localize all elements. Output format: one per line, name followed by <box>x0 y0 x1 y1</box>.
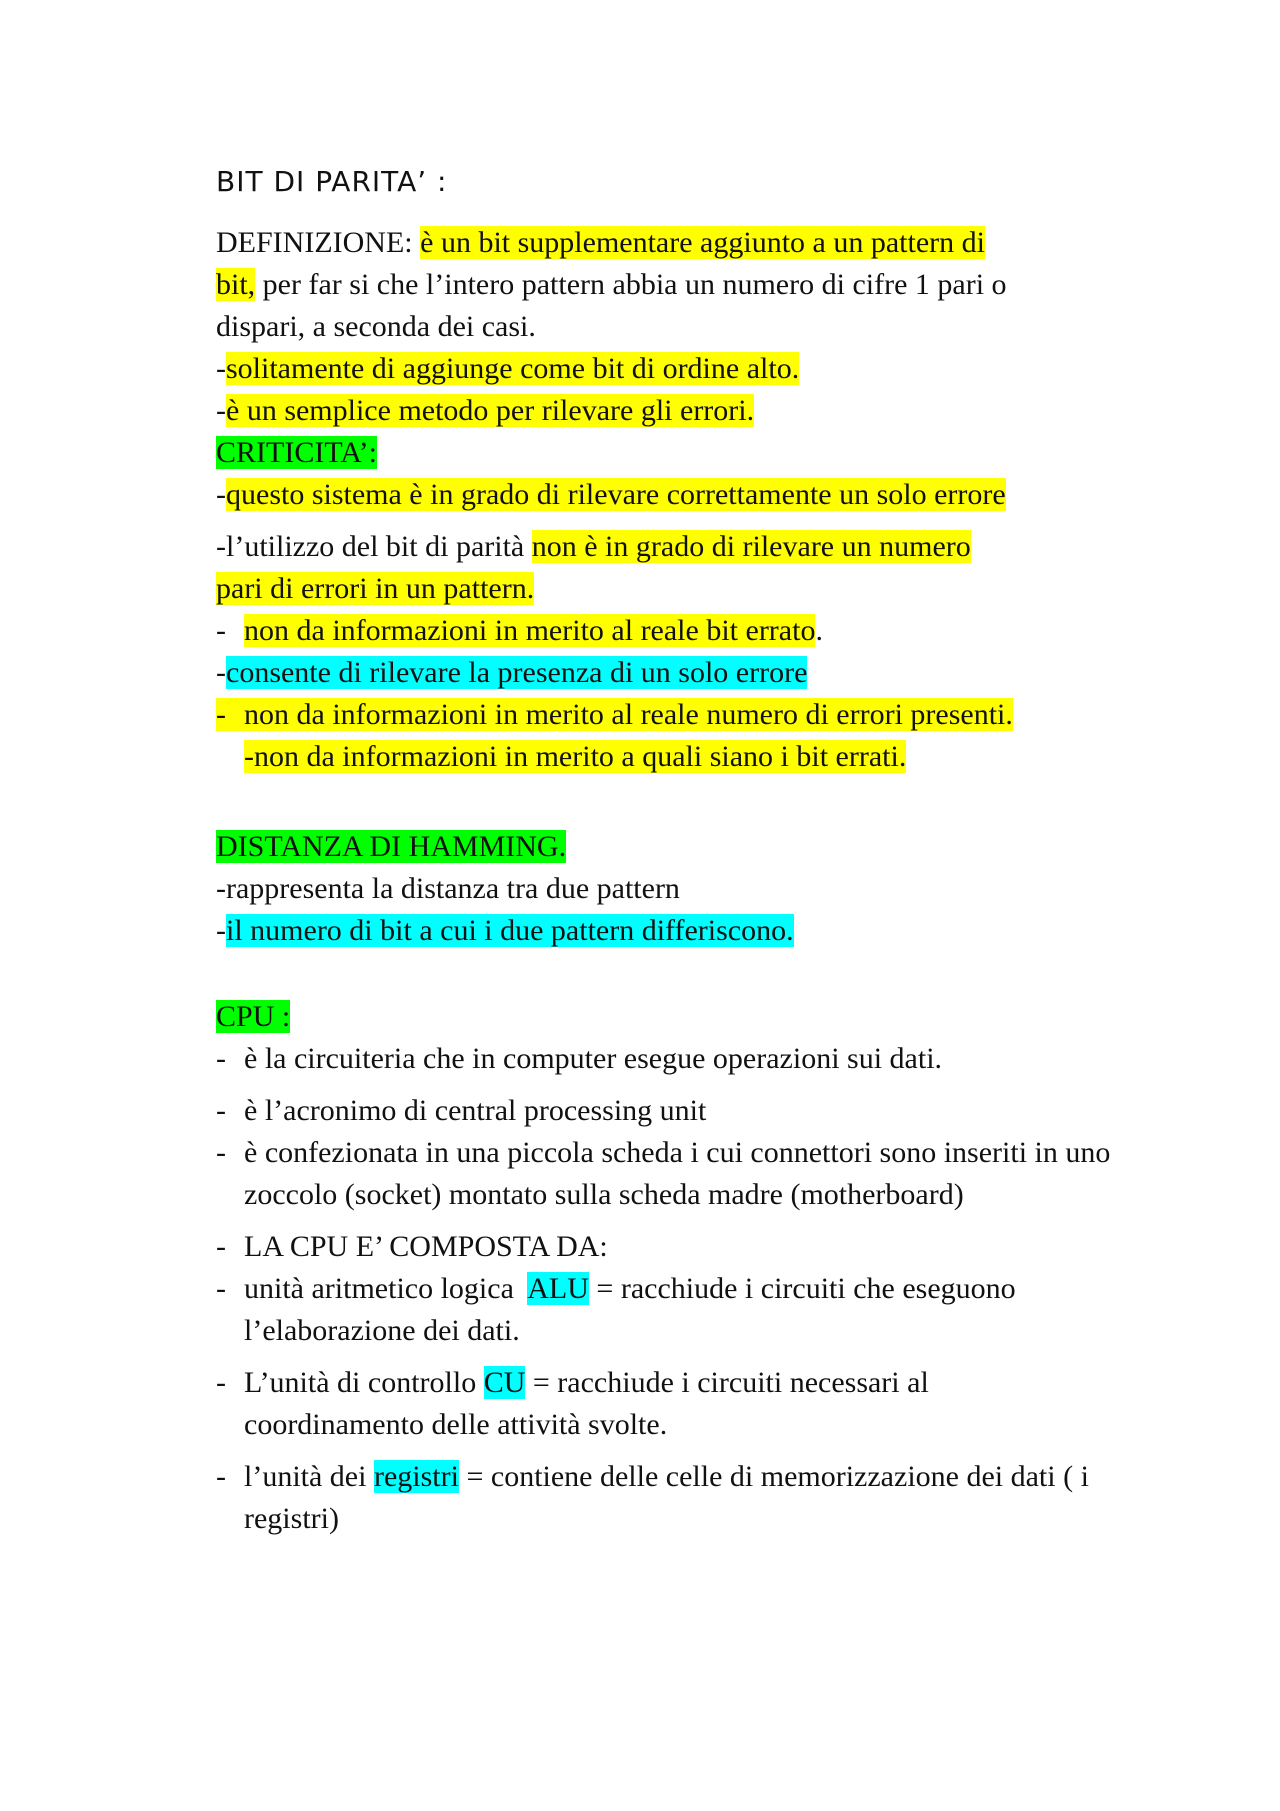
hamming-line-2 <box>216 910 1166 952</box>
criticita-text: -non da informazioni in merito a quali siano i bit errati. <box>244 740 907 773</box>
dash: - <box>216 914 226 947</box>
list-item-text <box>244 1362 1064 1446</box>
dash: - <box>216 478 226 511</box>
cu-post: = racchiude i circuiti necessari al coordinamento delle attività svolte. <box>244 1366 929 1441</box>
definition-line-1 <box>216 222 1166 264</box>
bullet-text: solitamente di aggiunge come bit di ordine alto. <box>226 352 800 385</box>
list-item <box>216 1038 1166 1080</box>
criticita-text: consente di rilevare la presenza di un solo errore <box>226 656 808 689</box>
dash: - <box>216 614 226 647</box>
cpu-section <box>216 996 1166 1540</box>
dash: - <box>216 1460 226 1493</box>
hamming-line-1: -rappresenta la distanza tra due pattern <box>216 872 680 905</box>
list-item <box>216 1090 1166 1132</box>
list-item-alu <box>216 1268 1166 1352</box>
list-item-text: è la circuiteria che in computer esegue operazioni sui dati. <box>244 1042 943 1075</box>
cu-highlight: CU <box>483 1366 526 1399</box>
reg-pre: l’unità dei <box>244 1460 374 1493</box>
parity-bullet-1 <box>216 348 1166 390</box>
parity-section <box>216 222 1166 778</box>
criticita-text: -l’utilizzo del bit di parità <box>216 530 532 563</box>
hamming-text: il numero di bit a cui i due pattern differiscono. <box>226 914 794 947</box>
definition-line-3: dispari, a seconda dei casi. <box>216 310 536 343</box>
criticita-heading: CRITICITA’: <box>216 436 377 469</box>
hamming-section <box>216 826 1166 952</box>
list-item-text <box>244 1268 1024 1352</box>
criticita-item-2 <box>216 526 1166 568</box>
dash: - <box>216 1136 226 1169</box>
cu-pre: L’unità di controllo <box>244 1366 484 1399</box>
criticita-item-3 <box>216 610 1166 652</box>
alu-highlight: ALU <box>527 1272 589 1305</box>
list-item-text: è l’acronimo di central processing unit <box>244 1094 707 1127</box>
criticita-item-4 <box>216 652 1166 694</box>
reg-post: = contiene delle celle di memorizzazione dei dati ( i registri) <box>244 1460 1089 1535</box>
criticita-item-6 <box>216 736 1166 778</box>
criticita-item-1 <box>216 474 1166 516</box>
cpu-title <box>216 996 1166 1038</box>
bullet-text: è un semplice metodo per rilevare gli errori. <box>226 394 755 427</box>
dash: - <box>216 698 226 731</box>
list-item-cu <box>216 1362 1166 1446</box>
dash: - <box>216 1272 226 1305</box>
alu-post: = racchiude i circuiti che eseguono l’elaborazione dei dati. <box>244 1272 1016 1347</box>
definition-line-2 <box>216 264 1166 306</box>
list-item-text: LA CPU E’ COMPOSTA DA: <box>244 1230 608 1263</box>
reg-highlight: registri <box>373 1460 459 1493</box>
hamming-heading: DISTANZA DI HAMMING. <box>216 830 567 863</box>
definition-label: DEFINIZIONE: <box>216 226 421 259</box>
criticita-item-5 <box>216 694 1166 736</box>
dash: - <box>216 394 226 427</box>
criticita-text: non da informazioni in merito al reale numero di errori presenti. <box>244 698 1013 731</box>
period: . <box>815 614 823 647</box>
list-item-text <box>244 1456 1164 1540</box>
parity-bullet-2 <box>216 390 1166 432</box>
cpu-heading: CPU : <box>216 1000 291 1033</box>
definition-text: per far si che l’intero pattern abbia un numero di cifre 1 pari o <box>255 268 1007 301</box>
criticita-highlight: pari di errori in un pattern. <box>216 572 535 605</box>
dash: - <box>216 1042 226 1075</box>
dash: - <box>216 1094 226 1127</box>
list-item <box>216 1132 1166 1216</box>
criticita-text: questo sistema è in grado di rilevare correttamente un solo errore <box>226 478 1006 511</box>
criticita-text: non da informazioni in merito al reale bit errato <box>244 614 816 647</box>
hamming-title <box>216 826 1166 868</box>
criticita-title <box>216 432 1166 474</box>
list-item-registri <box>216 1456 1166 1540</box>
criticita-highlight: non è in grado di rilevare un numero <box>531 530 971 563</box>
alu-pre: unità aritmetico logica <box>244 1272 528 1305</box>
dash: - <box>216 1366 226 1399</box>
list-item <box>216 1226 1166 1268</box>
dash: - <box>216 1230 226 1263</box>
list-item-text: è confezionata in una piccola scheda i cui connettori sono inseriti in uno zoccolo (socket) montato sulla scheda madre (motherboard) <box>244 1136 1111 1211</box>
definition-highlight: è un bit supplementare aggiunto a un pattern di <box>420 226 985 259</box>
dash: - <box>216 656 226 689</box>
criticita-item-2-cont <box>216 568 1166 610</box>
page-title: BIT DI PARITA’ : <box>216 165 448 198</box>
dash: - <box>216 352 226 385</box>
definition-highlight-2: bit, <box>216 268 256 301</box>
